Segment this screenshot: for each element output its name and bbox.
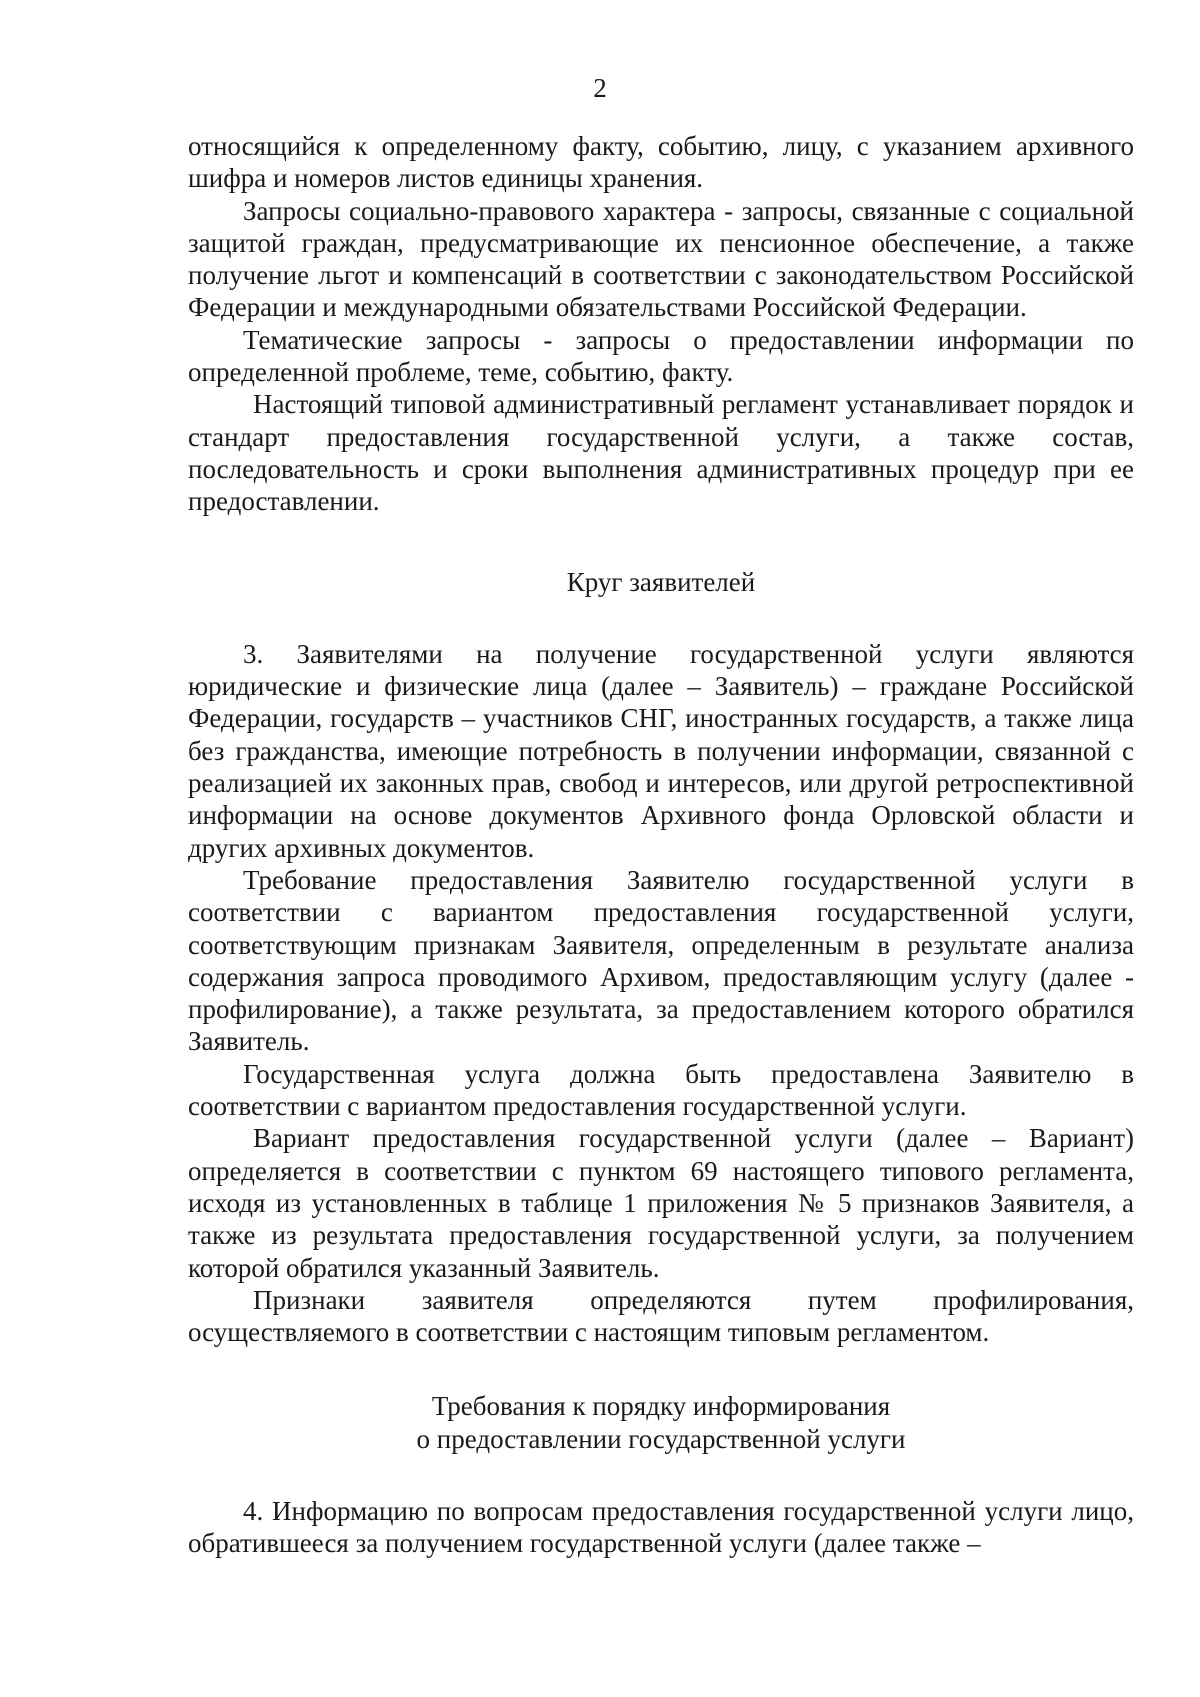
section-heading-applicants: Круг заявителей xyxy=(566,566,756,597)
paragraph-applicants-3: 3. Заявителями на получение государственной услуги являются юридические и физические лица (далее – Заявитель) – граждане Российской Федерации, государств – участников СНГ, иностранных государств, а также лица без гражданства, имеющие потребность в получении информации, связанной с реализацией их законных прав, свобод и интересов, или другой ретроспективной информации на основе документов Архивного фонда Орловской области и других архивных документов. xyxy=(188,638,1134,863)
paragraph-continued: относящийся к определенному факту, событию, лицу, с указанием архивного шифра и номеров листов единицы хранения. xyxy=(188,131,1134,194)
paragraph-requirement: Требование предоставления Заявителю государственной услуги в соответствии с вариантом предоставления государственной услуги, соответствующим признакам Заявителя, определенным в результате анализа содержания запроса проводимого Архивом, предоставляющим услугу (далее - профилирование), а также результата, за предоставлением которого обратился Заявитель. xyxy=(188,864,1134,1057)
paragraph-thematic-requests: Тематические запросы - запросы о предоставлении информации по определенной проблеме, теме, событию, факту. xyxy=(188,324,1134,388)
section-heading-informing-line1: Требования к порядку информирования xyxy=(431,1391,891,1422)
paragraph-service-variant: Государственная услуга должна быть предоставлена Заявителю в соответствии с вариантом предоставления государственной услуги. xyxy=(188,1058,1134,1122)
paragraph-applicant-features: Признаки заявителя определяются путем профилирования, осуществляемого в соответствии с настоящим типовым регламентом. xyxy=(188,1284,1134,1348)
paragraph-social-legal-requests: Запросы социально-правового характера - запросы, связанные с социальной защитой граждан, предусматривающие их пенсионное обеспечение, а также получение льгот и компенсаций в соответствии с законодательством Российской Федерации и международными обязательствами Российской Федерации. xyxy=(188,195,1134,323)
page-body xyxy=(188,130,1134,1560)
paragraph-regulation-scope: Настоящий типовой административный регламент устанавливает порядок и стандарт предоставления государственной услуги, а также состав, последовательность и сроки выполнения административных процедур при ее предоставлении. xyxy=(188,389,1134,517)
paragraph-variant-definition: Вариант предоставления государственной услуги (далее – Вариант) определяется в соответствии с пунктом 69 настоящего типового регламента, исходя из установленных в таблице 1 приложения № 5 признаков Заявителя, а также из результата предоставления государственной услуги, за получением которой обратился указанный Заявитель. xyxy=(188,1123,1134,1283)
page-number: 2 xyxy=(593,73,607,103)
paragraph-informing-4: 4. Информацию по вопросам предоставления государственной услуги лицо, обратившееся за получением государственной услуги (далее также – xyxy=(188,1495,1134,1559)
section-heading-informing-line2: о предоставлении государственной услуги xyxy=(416,1423,906,1454)
